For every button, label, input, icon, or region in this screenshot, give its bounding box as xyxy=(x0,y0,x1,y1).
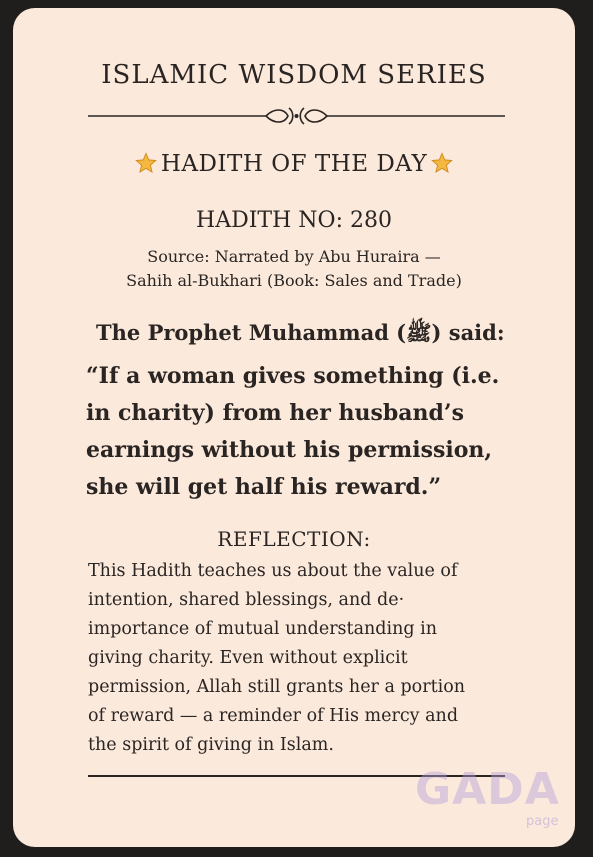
hadith-card xyxy=(13,8,575,847)
source-line: Source: Narrated by Abu Huraira — xyxy=(147,247,441,266)
reflection-title: REFLECTION: xyxy=(217,527,371,551)
reflection-line: This Hadith teaches us about the value of xyxy=(88,561,458,581)
watermark-logo: GADA xyxy=(415,764,560,815)
quote-line: in charity) from her husband’s xyxy=(86,400,464,426)
watermark-subtext: page xyxy=(526,814,559,829)
hadith-heading xyxy=(13,151,575,177)
star-icon xyxy=(135,152,157,174)
reflection-line: importance of mutual understanding in xyxy=(88,619,437,639)
hadith-quote xyxy=(86,358,499,506)
prophet-intro: The Prophet Muhammad (ﷺ) said: xyxy=(96,320,505,345)
ornament-divider-icon xyxy=(88,103,505,129)
reflection-line: intention, shared blessings, and de· xyxy=(88,590,405,610)
quote-line: earnings without his permission, xyxy=(86,437,493,463)
series-title: ISLAMIC WISDOM SERIES xyxy=(101,60,487,90)
hadith-heading-text: HADITH OF THE DAY xyxy=(160,151,428,177)
reflection-line: the spirit of giving in Islam. xyxy=(88,735,334,755)
source-line: Sahih al-Bukhari (Book: Sales and Trade) xyxy=(126,271,462,290)
reflection-line: giving charity. Even without explicit xyxy=(88,648,408,668)
reflection-line: of reward — a reminder of His mercy and xyxy=(88,706,459,726)
hadith-number: HADITH NO: 280 xyxy=(196,208,392,233)
reflection-line: permission, Allah still grants her a portion xyxy=(88,677,466,697)
star-icon xyxy=(431,152,453,174)
quote-line: she will get half his reward.” xyxy=(86,474,442,500)
reflection-text xyxy=(88,557,465,760)
hadith-source xyxy=(13,245,575,293)
quote-line: “If a woman gives something (i.e. xyxy=(86,363,500,389)
